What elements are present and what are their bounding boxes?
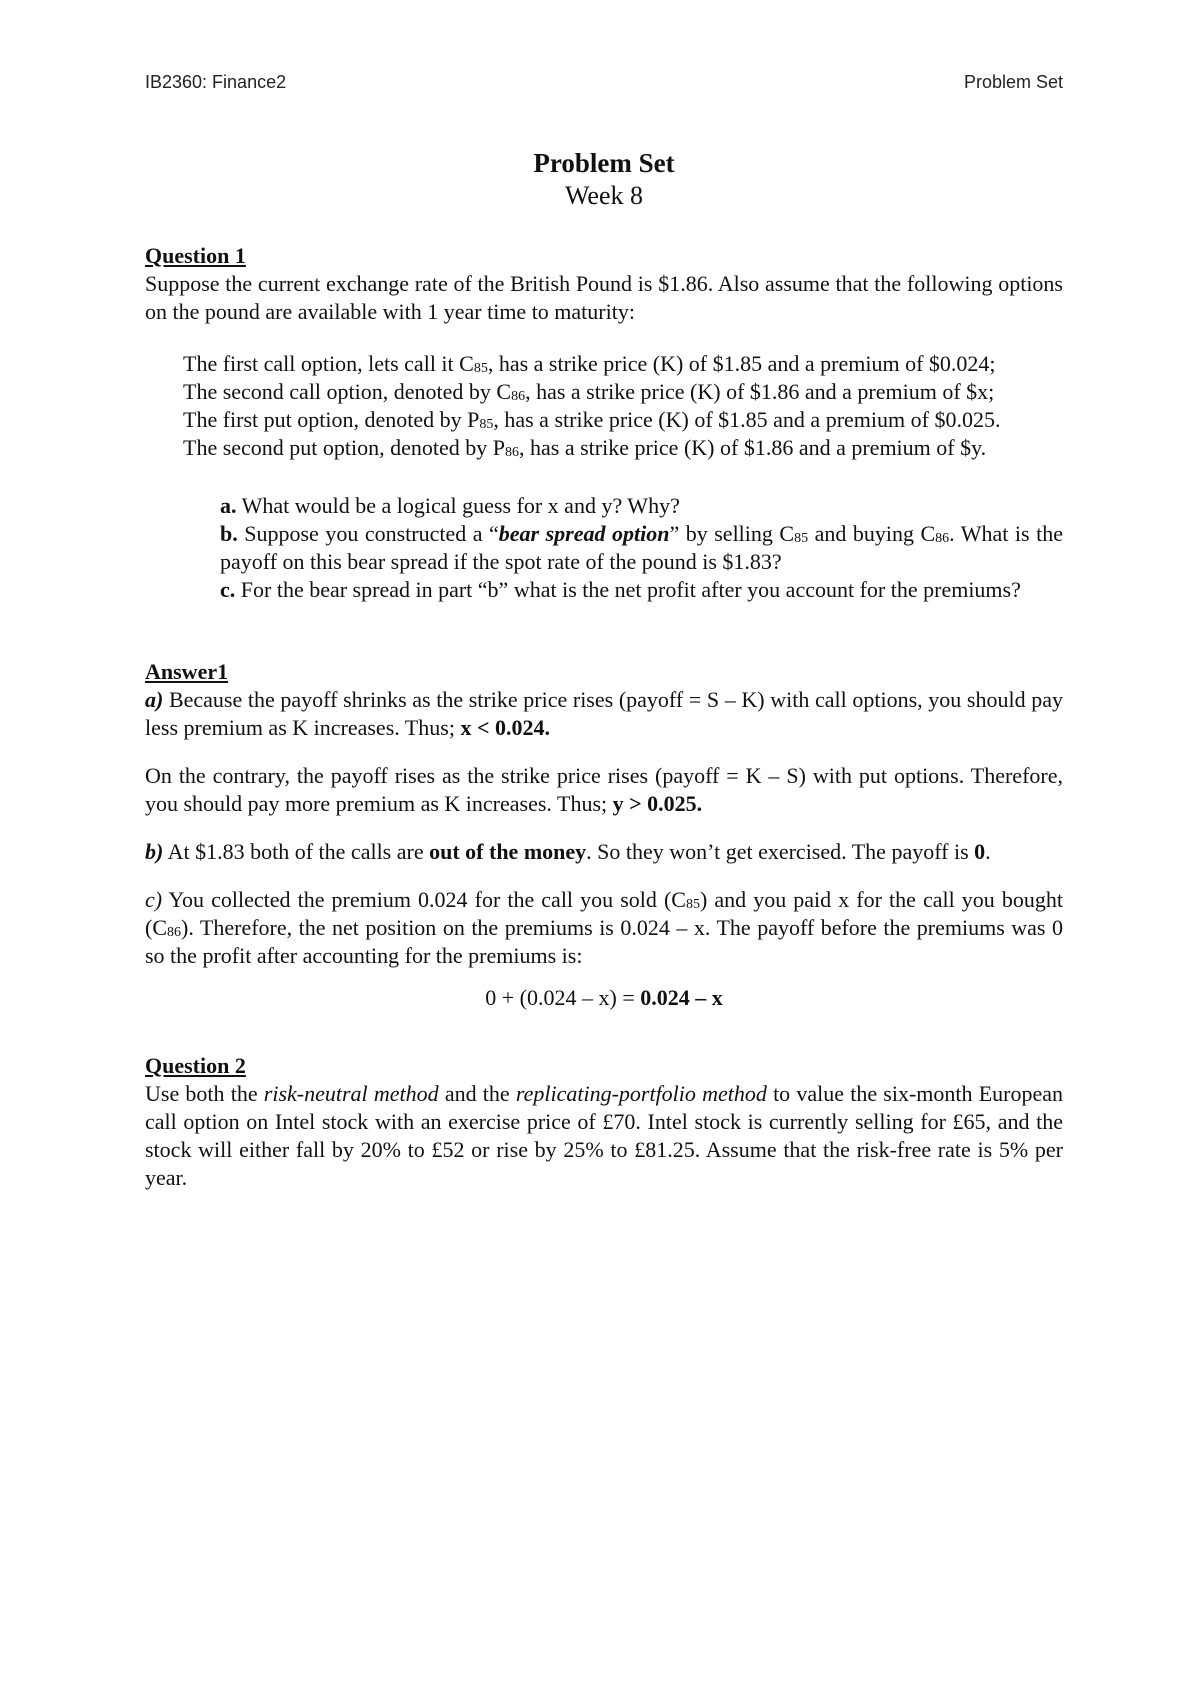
header-doc-type: Problem Set [963, 72, 1063, 92]
answer-a2-para: On the contrary, the payoff rises as the strike price rises (payoff = K – S) with put options. Therefore, you should pay more premium as K increases. Thus; y > 0.025. [145, 763, 1063, 816]
question-1-subparts [220, 492, 1063, 604]
answer-c-para: c) You collected the premium 0.024 for the call you sold $(C_{85})$ and you paid x for the call you bought $(C_{86})$. Therefore, the net position on the premiums is 0.024 – x. The payoff before the premiums was 0 so the profit after accounting for the premiums is: [145, 887, 1063, 968]
question-1-section [145, 242, 1063, 604]
question-2-section [145, 1052, 1063, 1192]
answer-1-heading: Answer1 [145, 659, 229, 684]
subpart-c: c. For the bear spread in part “b” what is the net profit after you account for the premiums? [220, 577, 1021, 602]
profit-equation: 0 + (0.024 – x) = 0.024 – x [485, 985, 723, 1010]
option-item: The second put option, denoted by $P_{86}$, has a strike price (K) of $1.86 and a premium of $y. [183, 435, 987, 460]
running-header [145, 72, 1063, 98]
option-item: The first put option, denoted by $P_{85}$, has a strike price (K) of $1.85 and a premium of $0.025. [183, 407, 1001, 432]
question-2-heading: Question 2 [145, 1053, 246, 1078]
question-1-heading: Question 1 [145, 243, 246, 268]
answer-1-section [145, 658, 1063, 1012]
question-2-text: Use both the risk-neutral method and the replicating-portfolio method to value the six-month European call option on Intel stock with an exercise price of £70. Intel stock is currently selling for £65, and the stock will either fall by 20% to £52 or rise by 25% to £81.25. Assume that the risk-free rate is 5% per year. [145, 1081, 1063, 1190]
question-1-intro: Suppose the current exchange rate of the British Pound is $1.86. Also assume that the following options on the pound are available with 1 year time to maturity: [145, 271, 1063, 324]
subpart-b: b. Suppose you constructed a “bear spread option” by selling $C_{85}$ and buying $C_{86}$. What is the payoff on this bear spread if the spot rate of the pound is $1.83? [220, 521, 1063, 574]
subpart-a: a. What would be a logical guess for x and y? Why? [220, 493, 680, 518]
page-subtitle: Week 8 [564, 181, 644, 210]
options-list [183, 350, 1063, 462]
page-title: Problem Set [533, 148, 675, 178]
answer-a-para: a) Because the payoff shrinks as the strike price rises (payoff = S – K) with call options, you should pay less premium as K increases. Thus; x < 0.024. [145, 687, 1063, 740]
option-item: The second call option, denoted by $C_{86}$, has a strike price (K) of $1.86 and a premium of $x; [183, 379, 995, 404]
title-block [145, 146, 1063, 212]
document-body [145, 146, 1063, 1192]
answer-b-para: b) At $1.83 both of the calls are out of the money. So they won’t get exercised. The payoff is 0. [145, 839, 991, 864]
option-item: The first call option, lets call it $C_{85}$, has a strike price (K) of $1.85 and a premium of $0.024; [183, 351, 996, 376]
header-course-code: IB2360: Finance2 [145, 72, 287, 92]
